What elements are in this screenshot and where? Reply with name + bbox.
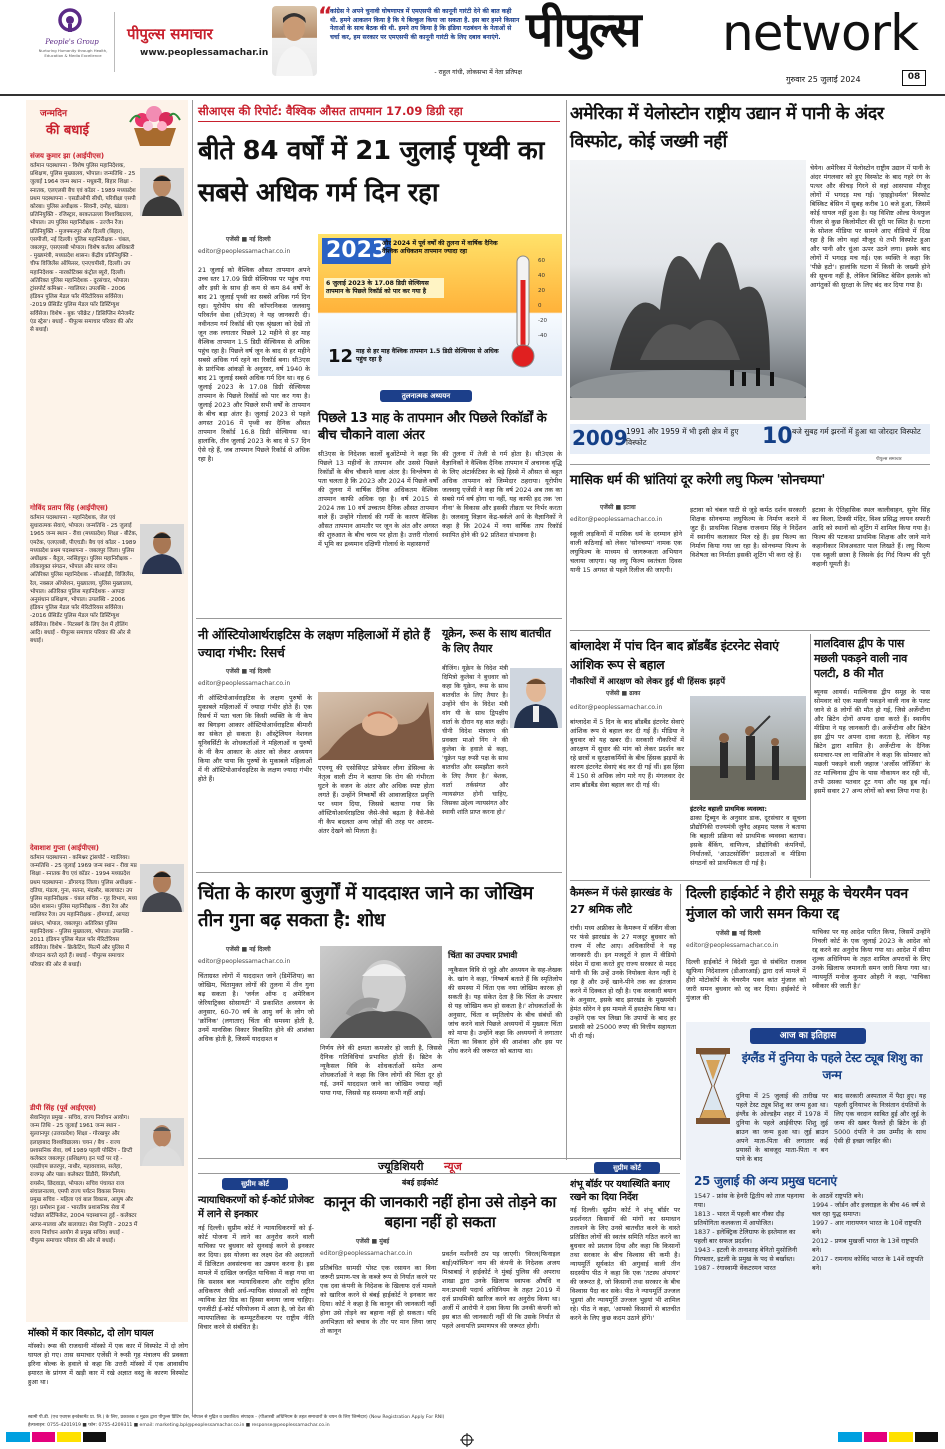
divider bbox=[570, 464, 930, 465]
section-tag: तुलनात्मक अध्ययन bbox=[380, 390, 472, 402]
elderly-body-col1: चिंताग्रस्त लोगों में याददाश्त जाने (डिमेंशिया) का जोखिम, चिंतामुक्त लोगों की तुलना में तीन गुना बढ़ सकता है। 'जर्नल ऑफ द अमेरिकन जेरियाट्रिक्स सोसायटी' में प्रकाशित अध्ययन के अनुसार, 60-70 वर्ष के आयु वर्ग के लोग जो 'क्रॉनिक' (लगातार) चिंता की समस्या होती है, उनमें मानसिक विकार विकसित होने की आशंका अधिक होती है, जिसमें याददाश्त व bbox=[198, 972, 314, 1043]
hourglass-icon bbox=[694, 1046, 732, 1126]
yellowstone-body: चेयेन। अमेरिका में येलोस्टोन राष्ट्रीय उद्यान में पानी के अंदर मंगलवार को हुए विस्फोट के बाद गहरे रंग के पत्थर और कीचड़ गिरने से वहां आसपास मौजूद लोगों में भगदड़ मच गई। 'हाइड्रोथर्मल' विस्फोट बिस्किट बेसिन में सुबह करीब 10 बजे हुआ, जिसमें कोई घायल नहीं हुआ है। यह विशिष्ट ओल्ड फेथफुल गीजर से कुछ किलोमीटर की दूरी पर स्थित है। घटना के सोशल मीडिया पर सामने आए वीडियो में दिख रहा है कि लोग वहां मौजूद थे तभी विस्फोट हुआ और पानी और धुंआ ऊपर उठने लगा। इसके बाद लोगों में भगदड़ मच गई। एक व्यक्ति ने कहा कि 'पीछे हटो'। हालांकि घटना में किसी के जख्मी होने की सूचना नहीं है, लेकिन बिस्किट बेसिन इलाके को आगंतुकों की सुरक्षा के लिए बंद कर दिया गया है। bbox=[810, 164, 930, 289]
fact-time-text: बजे सुबह गर्म झरनों में हुआ था जोरदार विस्फोट bbox=[792, 427, 921, 436]
moscow-headline: मॉस्को में कार विस्फोट, दो लोग घायल bbox=[28, 1328, 154, 1339]
heat-infographic bbox=[318, 234, 562, 376]
bangladesh-body-col1: बांग्लादेश में 5 दिन के बाद ब्रॉडबैंड इंटरनेट सेवाएं आंशिक रूप से बहाल कर दी गई हैं। मीडिया ने बुधवार को यह खबर दी। सरकारी नौकरियों में आरक्षण में सुधार की मांग को लेकर प्रदर्शन कर रहे छात्रों व सुरक्षाकर्मियों के बीच हिंसक झड़पों के कारण इंटरनेट सेवाएं बंद कर दी गई थीं। इस हिंसा में 150 से अधिक लोग मारे गए हैं। मंगलवार देर शाम ब्रॉडबैंड सेवा बहाल कर दी गई थी। bbox=[570, 718, 684, 789]
birthday-person-name: देवाशाश गुप्ता (आईपीएस) bbox=[30, 844, 99, 852]
info-month-count: 12 bbox=[328, 346, 354, 367]
yellowstone-headline: अमेरिका में येलोस्टोन राष्ट्रीय उद्यान में पानी के अंदर विस्फोट, कोई जख्मी नहीं bbox=[570, 104, 884, 152]
group-name: People's Group bbox=[45, 38, 99, 46]
compare-body-col2: की तुलना में तेजी से गर्म होता है। सी3एस के वैज्ञानिकों ने वैश्विक दैनिक तापमान में अचानक वृद्धि के लिए अंटार्कटिका के बड़े हिस्से में औसत से बहुत अधिक तापमान को जिम्मेदार ठहराया। यूरोपीय जलवायु एजेंसी ने कहा कि वर्ष 2024 अब तक का सबसे गर्म वर्ष होगा या नहीं, यह काफी हद तक 'ला नीना' के विकास और इसकी तीव्रता पर निर्भर करता है। जलवायु विज्ञान केंद्र-बर्कले अर्थ के वैज्ञानिकों ने कहा है कि 2024 में नया वार्षिक ताप रिकॉर्ड स्थापित होने की 92 प्रतिशत संभावना है। bbox=[442, 450, 562, 539]
divider bbox=[570, 630, 930, 631]
cmyk-swatch bbox=[83, 1432, 107, 1442]
birthday-person-details: वर्तमान पदस्थापना - विशेष पुलिस महानिदेशक, प्रशिक्षण, पुलिस मुख्यालय, भोपाल। जन्मतिथि - 25 जुलाई 1964 जन्म स्थान - मधुबनी, बिहार शिक्षा - स्नातक, एलएलबी बैच एवं कॉडर - 1989 मध्यप्रदेश प्रथम पदस्थापना - एसडीओपी सीधी, परिवीक्षा एसपी कोरबा। पुलिस अधीक्षक - सिवनी, दमोह, खंडवा। प्रतिनियुक्ति - रजिस्ट्रार, बरकतउल्ला विश्वविद्यालय, भोपाल। उप पुलिस महानिरीक्षक - उज्जैन रेंज। प्रतिनियुक्ति - मुजफ्फरपुर और दिल्ली (बिहार), एसपीजी, नई दिल्ली। पुलिस महानिरीक्षक - चंबल, जबलपुर, एसएसबी भोपाल। विशेष कर्तव्य अधिकारी - मुख्यमंत्री, मध्यप्रदेश शासन। केंद्रीय प्रतिनियुक्ति - चीफ विजिलेंस ऑफिसर, एनएचपीसी, दिल्ली। उप महानिदेशक - नारकोटिक्स कंट्रोल ब्यूरो, दिल्ली। अतिरिक्त पुलिस महानिदेशक - दूरसंचार, भोपाल। ट्रांसपोर्ट कमिश्नर - ग्वालियर। उपलब्धि - 2006 इंडियन पुलिस मेडल फॉर मेरिटोरियस सर्विसेज। -2019 प्रेसिडेंट पुलिस मेडल फॉर डिस्टिंग्युश सर्विसेज। विशेष - बुक 'सीक्रेट / डिसिप्लिन मेनेजमेंट एंड स्ट्रेस'। बधाई - पीपुल्स समाचार परिवार की ओर से बधाई। bbox=[30, 163, 136, 334]
bhc-body-col2: प्रवर्तन मशीनरी ठप पड़ जाएगी। 'विरल(फिनाइल बाई)फॉस्फिन' नाम की कंपनी के निदेशक अजय मिश्राबाई ने हाईकोर्ट ने मुंबई पुलिस की अपराध शाखा द्वारा उनके खिलाफ स्वापक औषधि व मन:प्रभावी पदार्थ अधिनियम के तहत 2019 में दर्ज प्राथमिकी खारिज करने का अनुरोध किया था। अर्जी में आरोपी ने दावा किया कि उनकी कंपनी को इस बात की जानकारी नहीं थी कि उसके निर्यात से पहले अनापत्ति प्रमाणपत्र की जरूरत होगी। bbox=[442, 1250, 560, 1330]
bangladesh-subhead: नौकरियों में आरक्षण को लेकर हुई थी हिंसक झड़पें bbox=[570, 677, 726, 687]
byline: एजेंसी ■ ढाका bbox=[606, 690, 641, 697]
thermometer-tick: 60 bbox=[538, 258, 545, 264]
compare-headline: पिछले 13 माह के तापमान और पिछले रिकॉर्डों के बीच चौकाने वाला अंतर bbox=[318, 411, 547, 443]
heat-kicker: सीआएस की रिपोर्ट: वैश्विक औसत तापमान 17.09 डिग्री रहा bbox=[198, 104, 560, 122]
network-logo-english: network bbox=[722, 4, 919, 62]
elderly-photo bbox=[320, 946, 442, 1038]
footer-contact: हेल्पलाइन: 0755-4201919 ■ फोन: 0755-4209311 ■ email: marketing.bpl@peoplessamachar.co.in ■ response@peoplessamachar.co.in bbox=[28, 1423, 330, 1428]
birthday-person-details: वर्तमान पदस्थापना - कमिश्नर ट्रांसपोर्ट - ग्वालियर। जन्मतिथि - 25 जुलाई 1969 जन्म स्थान - रीवा मप्र शिक्षा - स्नातक बैच एवं कॉडर - 1994 मध्यप्रदेश प्रथम पदस्थापना - डोंगरगढ़ जिला। पुलिस अधीक्षक - दतिया, मंडला, गुना, सतना, मंदसौर, बालाघाट। उप पुलिस महानिरीक्षक - चंबल सचिव - गृह विभाग, मध्य प्रदेश शासन। पुलिस महानिरीक्षक - रीवा रेंज और ग्वालियर रेंज। उप महानिरीक्षक - होमगार्ड, आपदा प्रबंधन, भोपाल, जबलपुर। अतिरिक्त पुलिस महानिदेशक - पुलिस मुख्यालय, भोपाल। उपलब्धि - 2011 इंडियन पुलिस मेडल फॉर मेरिटोरियस सर्विसेज। विशेष - क्रिकेटिंग, फिल्में और पुलिस में योगदान करते रहते हैं। बधाई - पीपुल्स समाचार परिवार की ओर से बधाई। bbox=[30, 855, 137, 968]
event-item: 1547 - फ्रांस के हेनरी द्वितीय को ताज पहनाया गया। bbox=[694, 1192, 805, 1209]
event-item: 2012 - प्रणब मुखर्जी भारत के 13वें राष्ट्रपति बने। bbox=[812, 1237, 919, 1254]
ukraine-body: बीजिंग। यूक्रेन के विदेश मंत्री दिमित्रो कुलेबा ने बुधवार को कहा कि यूक्रेन, रूस के साथ बातचीत के लिए तैयार है। उन्होंने चीन के विदेश मंत्री वांग यी के साथ द्विपक्षीय वार्ता के दौरान यह बात कही। चीनी विदेश मंत्रालय की प्रवक्ता माओ निंग ने की कुलेबा के हवाले से कहा, 'यूक्रेन पक्ष रूसी पक्ष के साथ बातचीत और समझौता करने के लिए तैयार है।' बेशक, वार्ता तर्कसंगत और न्यायसंगत होनी चाहिए, जिसका उद्देश्य न्यायसंगत और स्थायी शांति प्राप्त करना हो।' bbox=[442, 665, 508, 816]
osteo-headline: नी ऑस्टियोआर्थराइटिस के लक्षण महिलाओं में होते हैं ज्यादा गंभीर: रिसर्च bbox=[198, 627, 430, 660]
column-divider bbox=[192, 100, 193, 1415]
cmyk-swatch bbox=[915, 1432, 939, 1442]
birthday-title-small: जन्मदिन bbox=[40, 109, 68, 119]
thermometer-tick: 20 bbox=[538, 288, 545, 294]
column-divider bbox=[680, 884, 681, 1160]
byline-email: editor@peoplessamachar.co.in bbox=[320, 1250, 413, 1257]
photo-credit: पीपुल्स समाचार bbox=[876, 457, 902, 462]
maldives-headline: मालदिवास द्वीप के पास मछली पकड़ने वाली नाव पलटी, 8 की मौत bbox=[814, 637, 907, 680]
info-month-text: माह से हर माह वैश्विक तापमान 1.5 डिग्री सेल्सियस से अधिक पहुंच रहा है bbox=[356, 348, 499, 363]
byline: एजेंसी ■ नई दिल्ली bbox=[716, 930, 761, 937]
events-col2 bbox=[812, 1192, 926, 1318]
bangladesh-body-col2: ढाका ट्रिब्यून के अनुसार डाक, दूरसंचार व सूचना प्रौद्योगिकी राज्यमंत्री जुनैद अहमद पलक ने बताया कि बहाली प्रक्रिया को प्राथमिक व्यवस्था बताया। इसके बैंकिंग, वाणिज्य, प्रौद्योगिकी कंपनियों, निर्यातकों, 'आउटसोर्सिंग' प्रदाताओं व मीडिया संगठनों को प्राथमिकता दी गई है। bbox=[690, 814, 806, 867]
history-body-col1: दुनिया में 25 जुलाई की तारीख पर पहले टेस्ट ट्यूब शिशु का जन्म हुआ था। इंग्लैंड के ओल्डहैम शहर में 1978 में दुनिया के पहले आईवीएफ शिशु लुई ब्राउन का जन्म हुआ था। लुई ब्राउन अपने माता-पिता की लगातार कई प्रयासों के बावजूद माता-पिता न बन पाने के बाद bbox=[736, 1092, 828, 1163]
elderly-side-body: न्यूकैसल विवि से जुड़े और अध्ययन के सह-लेखक के. खांग ने कहा, 'निष्कर्ष बताते हैं कि स्मृतिलोप की समस्या में चिंता एक नया जोखिम कारक हो सकती है। यह संकेत देता है कि चिंता के उपचार से यह जोखिम कम हो सकता है।' शोधकर्ताओं के अनुसार, चिंता व स्मृतिलोप के बीच संबंधों की जांच करने वाले पिछले अध्ययनों में मुख्यतः चिंता को मापा है। उन्होंने कहा कि अध्ययनों ने लगातार चिंता का विकार होने की आशंका और इस पर शोध करने की जरूरत को बताया था। bbox=[448, 966, 562, 1055]
events-title: 25 जुलाई की अन्य प्रमुख घटनाएं bbox=[694, 1174, 837, 1188]
divider bbox=[196, 618, 562, 619]
column-divider bbox=[566, 100, 567, 1160]
network-logo-hindi: पीपुल्स bbox=[526, 2, 640, 58]
ukraine-headline: यूक्रेन, रूस के साथ बातचीत के लिए तैयार bbox=[442, 627, 551, 655]
paper-name: पीपुल्स समाचार bbox=[127, 25, 213, 43]
heat-headline: बीते 84 वर्षों में 21 जुलाई पृथ्वी का सबसे अधिक गर्म दिन रहा bbox=[198, 136, 545, 208]
sonchampa-body-col2: इटावा को चंबल घाटी से जुड़े कर्मठ दर्शन सरकारी शिक्षक सोनचम्पा लघुफिल्म के निर्माण कराने में जुट हैं। प्राथमिक शिक्षक राजनाम सिंह ने निर्देशन में स्थानीय कलाकार मिल रहे हैं। इस फिल्म का निर्माण किया गया जा रहा है। सोनचम्पा फिल्म के विशेषता का निर्माता इसकी शूटिंग भी करा रहे हैं। bbox=[690, 506, 806, 559]
fact-time: 10 bbox=[762, 424, 793, 449]
byline: एजेंसी ■ मुंबई bbox=[356, 1238, 390, 1245]
peoples-group-logo bbox=[58, 8, 82, 34]
history-body-col2: बाद सरकारी अस्पताल में पैदा हुए। यह पहली दुनियाभर के निःसंतान दंपतियों के लिए एक वरदान साबित हुई और लुई के जन्म की खबर फैलते ही ब्रिटेन के ही 5000 दंपति ने उस उम्मीद के साथ ऐसी ही इच्छा जाहिर की। bbox=[834, 1092, 926, 1145]
fact-year: 2009 bbox=[572, 426, 628, 450]
thermometer-icon bbox=[508, 252, 538, 370]
event-item: 1837 - इलेक्ट्रिक टेलिग्राफ के इस्तेमाल का पहली बार सफल प्रदर्शन। bbox=[694, 1228, 796, 1245]
cmyk-strip-right bbox=[838, 1432, 938, 1444]
footer-imprint: स्वामी पी.डी. (एच एचएस इनवेस्टमेंट प्रा. लि.) के लिए, प्रकाशक व मुद्रक द्वारा पीपुल्स प्रिंटिंग प्रेस, भोपाल से मुद्रित व प्रकाशित। संपादक - (पीआरबी अधिनियम के तहत समाचारों के चयन के लिए जिम्मेदार) (New Registration Apply For RNI) bbox=[28, 1415, 445, 1420]
divider bbox=[196, 872, 562, 873]
thermometer-tick: -40 bbox=[538, 333, 547, 339]
munjal-headline: दिल्ली हाईकोर्ट ने हीरो समूह के चेयरमैन पवन मुंजाल को जारी समन किया रद्द bbox=[686, 886, 908, 922]
bangladesh-col2-head: इंटरनेट बहाली प्राथमिक व्यवस्था: bbox=[690, 805, 767, 813]
bhc-tag: बंबई हाईकोर्ट bbox=[402, 1178, 438, 1187]
divider bbox=[114, 12, 115, 72]
sc2-headline: शंभू बॉर्डर पर यथास्थिति बनाए रखने का दिया निर्देश bbox=[570, 1179, 670, 1203]
group-tagline: Nurturing Humanity through Health, Education & Media Excellence bbox=[38, 48, 108, 58]
issue-date: गुरुवार 25 जुलाई 2024 bbox=[786, 75, 861, 84]
judiciary-banner-word1: ज्यूडिशियरी bbox=[378, 1160, 424, 1173]
birthday-person-details: वर्तमान पदस्थापना - महानिदेशक, जेल एवं सुधारात्मक सेवाएं, भोपाल। जन्मतिथि - 25 जुलाई 1965 जन्म स्थान - रीवा (मध्यप्रदेश) शिक्षा - बीटेक, एमटेक, एलएलबी, पीएचडी। बैच एवं कॉडर - 1989 मध्यप्रदेश प्रथम पदस्थापना - जबलपुर जिला। पुलिस अधीक्षक - बैतूल, नरसिंहपुर। पुलिस महानिरीक्षक - लोकायुक्त संगठन, भोपाल और सागर जोन। अतिरिक्त पुलिस महानिदेशक - सीआईडी, विजिलेंस, रेल, नक्सल ऑपरेशन, मुख्यालय, पुलिस मुख्यालय, भोपाल। अतिरिक्त पुलिस महानिदेशक - आपदा अनुसंधान प्रशिक्षण, भोपाल। उपलब्धि - 2006 इंडियन पुलिस मेडल फॉर मेरिटोरियस सर्विसेज। -2016 प्रेसिडेंट पुलिस मेडल फॉर डिस्टिंग्युश सर्विसेज। विशेष - पिटस्बर्ग के लिए देश में होलिंग आदि। बधाई - पीपुल्स समाचार परिवार की ओर से बधाई। bbox=[30, 515, 138, 645]
divider bbox=[570, 880, 930, 881]
elderly-body-col2: निर्णय लेने की क्षमता कमजोर हो जाती है, जिससे दैनिक गतिविधियां प्रभावित होती हैं। ब्रिटेन के न्यूकैसल विवि के शोधकर्ताओं समेत अन्य शोधकर्ताओं ने कहा कि जिन लोगों की चिंता दूर हो गई, उनमें याददाश्त जाने का जोखिम ज्यादा नहीं पाया गया, जिससे यह समस्या कभी नहीं आई। bbox=[320, 1044, 442, 1097]
cmyk-swatch bbox=[864, 1432, 888, 1442]
munjal-body-col1: दिल्ली हाईकोर्ट ने विदेशी मुद्रा से संबंधित राजस्व खुफिया निदेशालय (डीआरआई) द्वारा दर्ज मामले में हीरो मोटोकॉर्प के चेयरमैन पवन कांत मुंजाल को जारी समन बुधवार को रद्द कर दिया। हाईकोर्ट ने मुंजाल की bbox=[686, 958, 806, 1002]
events-col1 bbox=[694, 1192, 806, 1318]
history-headline: इंग्लैंड में दुनिया के पहले टेस्ट ट्यूब शिशु का जन्म bbox=[741, 1051, 923, 1082]
jharkhand-headline: कैमरून में फंसे झारखंड के 27 श्रमिक लौटे bbox=[570, 886, 672, 916]
section-tag: आज का इतिहास bbox=[750, 1028, 866, 1044]
byline: एजेंसी ■ इटावा bbox=[600, 504, 636, 511]
heat-body: 21 जुलाई को वैश्विक औसत तापमान अपने उच्च स्तर 17.09 डिग्री सेल्सियस पर पहुंच गया और इसी के साथ ही कम से कम 84 वर्षों के बाद 21 जुलाई पृथ्वी का सबसे अधिक गर्म दिन रहा। यूरोपीय संघ की कॉपरनिकस जलवायु परिवर्तन सेवा (सी3एस) ने यह जानकारी दी। नवीनतम गर्म रिकॉर्ड की एक श्रृंखला को देखें तो जून तक लगातार पिछले 12 महीने से हर माह वैश्विक तापमान 1.5 डिग्री सेल्सियस से अधिक पहुंच रहा है। पिछले वर्ष जून के बाद से हर महीने सबसे अधिक गर्म रहने का रिकॉर्ड बना। सी3एस के प्रारंभिक आंकड़ों के अनुसार, वर्ष 1940 के बाद 21 जुलाई सबसे अधिक गर्म दिन था। वह 6 जुलाई 2023 के 17.08 डिग्री सेल्सियस तापमान के पिछले रिकॉर्ड को पार कर गया है। जुलाई 2023 और पिछले सभी वर्षों के तापमान के बीच बड़ा अंतर है। जुलाई 2023 से पहले अगस्त 2016 में पृथ्वी का दैनिक औसत तापमान रिकॉर्ड 16.8 डिग्री सेल्सियस था। हालांकि, तीन जुलाई 2023 के बाद से 57 दिन ऐसे रहे हैं, जब तापमान पिछले रिकॉर्ड से अधिक रहा है। bbox=[198, 266, 310, 463]
knee-photo bbox=[318, 692, 434, 760]
birthday-portrait bbox=[140, 168, 184, 216]
event-item: 1813 - भारत में पहली बार नौका दौड़ प्रतियोगिता कलकत्ता में आयोजित। bbox=[694, 1210, 785, 1227]
maldives-body: ब्यूनस आयर्स। माल्विनास द्वीप समूह के पास सोमवार को एक मछली पकड़ने वाली नाव के पलट जाने से 8 लोगों की मौत हो गई, जिसे अर्जेन्टीना और ब्रिटेन दोनों अपना दावा करते हैं। स्थानीय मीडिया ने यह जानकारी दी। अर्जेन्टीना और ब्रिटेन इस द्वीप पर अपना दावा करता है, लेकिन यह ब्रिटेन द्वारा शासित है। अर्जेन्टीना के दैनिक समाचार-पत्र ला नासिओन ने कहा कि सोमवार को मछली पकड़ने वाली जहाज 'अर्जोस जॉर्जिया' के तट माल्विनास द्वीप के पास नौकायन कर रही थी, तभी उसका पतवार टूट गया और यह डूब गई। इसमें सवार 27 अन्य लोगों को बचा लिया गया है। bbox=[814, 688, 930, 795]
thermometer-scale bbox=[538, 254, 560, 344]
info-head: और 2024 में पूर्व वर्षों की तुलना में वार्षिक दैनिक वैश्विक अधिकतम तापमान ज्यादा रहा bbox=[382, 240, 498, 255]
birthday-person-name: गोविंद प्रताप सिंह (आईपीएस) bbox=[30, 504, 108, 512]
byline-email: editor@peoplessamachar.co.in bbox=[570, 704, 663, 711]
event-item: के आठवें राष्ट्रपति बने। bbox=[812, 1192, 864, 1200]
byline: एजेंसी ■ नई दिल्ली bbox=[226, 668, 271, 675]
cmyk-swatch bbox=[6, 1432, 30, 1442]
event-item: 1994 - जॉर्डन और इजराइल के बीच 46 वर्ष से चल रहा युद्ध समाप्त। bbox=[812, 1201, 925, 1218]
info-note: 6 जुलाई 2023 के 17.08 डिग्री सेल्सियस तापमान के पिछले रिकॉर्ड को पार कर गया है bbox=[324, 278, 444, 298]
event-item: 1987 - रंगास्वामी वेंकटरमन भारत bbox=[694, 1264, 776, 1272]
byline-email: editor@peoplessamachar.co.in bbox=[686, 942, 779, 949]
quote-text: कांग्रेस ने अपने चुनावी घोषणापत्र में एमएसपी की कानूनी गारंटी देने की बात कही थी. हमने आकलन किया है कि ये बिल्कुल किया जा सकता है. इस बार हमने किसान नेताओं के साथ बैठक की थी. हमने तय किया है कि इंडिया गठबंधन के नेताओं से चर्चा कर, हम सरकार पर एमएसपी की कानूनी गारंटी के लिए दबाव बनाएंगे. bbox=[330, 8, 520, 41]
birthday-person-name: संजय कुमार झा (आईपीएस) bbox=[30, 152, 105, 160]
birthday-portrait bbox=[140, 864, 184, 912]
site-url: www.peoplessamachar.in bbox=[140, 48, 269, 58]
column-divider bbox=[810, 634, 811, 878]
birthday-column bbox=[26, 100, 188, 1322]
geyser-explosion-photo bbox=[570, 160, 806, 420]
minister-photo bbox=[510, 668, 562, 728]
byline: एजेंसी ■ नई दिल्ली bbox=[226, 236, 271, 243]
birthday-portrait bbox=[140, 524, 184, 574]
registration-mark-icon bbox=[460, 1432, 474, 1446]
event-item: 1997 - आर नारायणन भारत के 10वें राष्ट्रपति बने। bbox=[812, 1219, 922, 1236]
birthday-person-details: सेवानिवृत्त प्रमुख - सचिव, राज्य निर्वाचन आयोग। जन्म तिथि - 25 जुलाई 1961 जन्म स्थान - सुल्तानपुर (उत्तरप्रदेश) शिक्षा - गोरखपुर और इलाहाबाद विश्वविद्यालय। चयन / बैच - राज्य प्रशासनिक सेवा, वर्ष 1989 पहली पोस्टिंग - डिप्टी कलेक्टर जबलपुर (प्रशिक्षण) इन पदों पर रहे - एसडीएम छतरपुर, नाथौर, महावरवास, सलेहा, राजगढ़ और पन्ना। कलेक्टर डिंडौरी, सिंगरौली, रायसेन, छिंदवाड़ा, भोपाल। सचिव पंचायत राज संचालनालय, एमपी राज्य पर्यटन विकास निगम। प्रमुख सचिव - महिला एवं बाल विकास, आयुष और गृह। प्रमोशन हुआ - भारतीय प्रशासनिक सेवा में पदोन्नत सर्टिफिकेट, 2004 पदस्थापना हुई - कलेक्टर आगर-मालवा और बालाघाट। सेवा निवृत्ति - 2023 में राज्य निर्वाचन आयोग से प्रमुख सचिव। बधाई - पीपुल्स समाचार परिवार की ओर से बधाई। bbox=[30, 1115, 138, 1245]
sc2-body: नई दिल्ली। सुप्रीम कोर्ट ने शंभू बॉर्डर पर प्रदर्शनरत किसानों की मांगों का समाधान तलाशने के लिए उनसे बातचीत करने के वास्ते प्रतिष्ठित लोगों की स्वतंत्र समिति गठित करने का बुधवार को प्रस्ताव दिया और कहा कि किसानों तथा सरकार के बीच विश्वास की कमी है। न्यायमूर्ति सूर्यकांत की अगुवाई वाली तीन सदस्यीय पीठ ने कहा कि एक 'तटस्थ अंपायर' की जरूरत है, जो किसानों तथा सरकार के बीच विश्वास पैदा कर सके। पीठ ने न्यायमूर्ति उज्जल भुइयां और न्यायमूर्ति उज्जल भुइयां भी शामिल रहे। पीठ ने कहा, 'आपको किसानों से बातचीत करने के लिए कुछ कदम उठाने होंगे।' bbox=[570, 1206, 680, 1322]
quote-mark: “ bbox=[318, 4, 333, 29]
elderly-side-headline: चिंता का उपचार प्रभावी bbox=[448, 951, 517, 961]
byline: एजेंसी ■ नई दिल्ली bbox=[226, 946, 271, 953]
jharkhand-body: रांची। मध्य अफ्रीका के कैमरून में वर्किंग वीजा पर फंसे झारखंड के 27 मजदूर बुधवार को राज्य में लौट आए। अधिकारियों ने यह जानकारी दी। इन मजदूरों ने हाल में वीडियो संदेश में दावा करते हुए राज्य सरकार से मदद मांगी थी कि उन्हें उनके नियोक्ता वेतन नहीं दे रहा है और उन्हें खाने-पीने तक का इंतजाम करने में दिक्कत हो रही है। एक सरकारी बयान के अनुसार, इसके बाद झारखंड के मुख्यमंत्री हेमंत सोरेन ने इस मामले में हस्तक्षेप किया था। उन्होंने एक पत्र लिखा कि उपायों के बाद हर प्रवासी को 25000 रुपए की वित्तीय सहायता भी दी गई। bbox=[570, 924, 676, 1040]
leader-photo bbox=[272, 6, 317, 76]
osteo-body-col2: एएनयू की एसोसिएट प्रोफेसर लीना डेसिल्वा के नेतृत्व वाली टीम ने बताया कि रोग की गंभीरता घुटने के वजन के अंतर और अधिक स्पष्ट होता लगते हैं। उन्होंने निष्कर्षों की आवाजाहिरत प्रवृत्ति पर ध्यान दिया, जिससे बताया गया कि ऑस्टियोआर्थराइटिस जैसे-जैसे बढ़ता है वैसे-वैसे नी कैप बदलता अन्य जोड़ों की तरह पर आराम-अंतर देखने को मिलता है। bbox=[318, 764, 434, 835]
event-item: 2017 - रामनाथ कोविंद भारत के 14वें राष्ट्रपति बने। bbox=[812, 1255, 924, 1272]
history-box bbox=[686, 1022, 930, 1320]
section-tag: सुप्रीम कोर्ट bbox=[594, 1162, 660, 1174]
protest-photo bbox=[690, 696, 806, 800]
sonchampa-body-col1: स्कूली लड़कियों में मासिक धर्म के दरम्यान होने वाली कठिनाई को लेकर 'सोनचम्पा' नामक एक लघुफिल्म के माध्यम से जागरूकता अभियान चलाया जाएगा। यह लघु फिल्म स्वतंत्रता दिवस यानी 15 अगस्त से पहले रिलीज की जाएगी। bbox=[570, 530, 682, 574]
byline-email: editor@peoplessamachar.co.in bbox=[570, 516, 663, 523]
flower-basket-icon bbox=[126, 102, 184, 148]
osteo-body-col1: नी ऑस्टियोआर्थराइटिस के लक्षण पुरुषों के मुकाबले महिलाओं में ज्यादा गंभीर होते हैं। एक रिसर्च में पता चला कि किसी व्यक्ति के नी केप का बिगड़ना आकार ऑस्टियोआर्थराइटिस बीमारी का संकेत हो सकता है। ऑस्ट्रेलियन नेशनल यूनिवर्सिटी के शोधकर्ताओं ने महिलाओं व पुरुषों के नी कैप आकार के अंतर को लेकर अध्ययन किया और पाया कि पुरुषों के मुकाबले महिलाओं में नी ऑस्टियोआर्थराइटिस के लक्षण ज्यादा गंभीर होते हैं। bbox=[198, 694, 312, 783]
fact-year-text: 1991 और 1959 में भी इसी क्षेत्र में हुए विस्फोट bbox=[626, 427, 739, 447]
compare-body-col1: सी3एस के निदेशक कार्लो बुओंटेम्पो ने कहा कि पिछले 13 महीनों के तापमान और उससे पिछले रिकॉर्डों के बीच चौकाने वाला अंतर है। विश्लेषण से पता चलता है कि 2023 और 2024 में पिछले वर्षों की तुलना में वार्षिक दैनिक अधिकतम वैश्विक तापमान काफी अधिक रहा है। वर्ष 2015 से 2024 तक 10 वर्ष उच्चतम दैनिक औसत तापमान वाले हैं। उन्होंने गोलार्ध की गर्मी के कारण वैश्विक औसत तापमान आमतौर पर जून के अंत और अगस्त की शुरुआत के बीच चरम पर होता है। उत्तरी गोलार्ध में भूमि का द्रव्यमान दक्षिणी गोलार्ध के महासागरों bbox=[318, 450, 438, 548]
thermometer-tick: 0 bbox=[538, 303, 542, 309]
sonchampa-headline: मासिक धर्म की भ्रांतियां दूर करेगी लघु फिल्म 'सोनचम्पा' bbox=[570, 473, 826, 488]
byline-email: editor@peoplessamachar.co.in bbox=[198, 680, 291, 687]
birthday-title-big: की बधाई bbox=[46, 123, 90, 138]
sc-headline: न्यायाधिकरणों को ई-कोर्ट प्रोजेक्ट में लाने से इनकार bbox=[198, 1195, 314, 1220]
event-item: 1943 - इटली के तानाशाह बेनितो मुसोलिनी गिरफ्तार, इटली के प्रमुख के पद से बर्खास्त। bbox=[694, 1246, 798, 1263]
cmyk-swatch bbox=[838, 1432, 862, 1442]
munjal-body-col2: याचिका पर यह आदेश पारित किया, जिसमें उन्होंने निचली कोर्ट के एक जुलाई 2023 के आदेश को रद्द करने का अनुरोध किया गया था। आदेश में सीमा शुल्क अधिनियम के तहत शामिल अपराधों के लिए उनके खिलाफ जमानती समन जारी किया गया था। न्यायमूर्ति मनोज कुमार ओहरी ने कहा, 'याचिका स्वीकार की जाती है।' bbox=[812, 928, 930, 990]
page-number: 08 bbox=[902, 70, 926, 86]
sonchampa-body-col3: इटावा के ऐतिहासिक स्थल कालीवाहन, सुमेर सिंह का किला, टिक्सी मंदिर, विश्व प्रसिद्ध लायन सफारी आदि को स्थानों को शूटिंग में शामिल किया गया है। फिल्म की पटकथा प्राथमिक शिक्षक और जाने माने कहानीकार शिवअवतार पाल लिखते हैं। लघु फिल्म एक स्कूली छात्रा है जिसके ईद गिर्द फिल्म की पूरी कहानी घूमती है। bbox=[812, 506, 930, 568]
judiciary-banner-word2: न्यूज bbox=[444, 1160, 462, 1173]
cmyk-swatch bbox=[32, 1432, 56, 1442]
sc-body: नई दिल्ली। सुप्रीम कोर्ट ने न्यायाधिकरणों को ई-कोर्ट योजना में लाने का अनुरोध करने वाली याचिका पर बुधवार को सुनवाई करने से इनकार कर दिया। इस योजना का लक्ष्य देश की अदालतों में डिजिटल अवसंरचना का उन्नयन करना है। इस मामले में दाखिल जनहित याचिका में कहा गया था कि सशस्त्र बल न्यायाधिकरण और राष्ट्रीय हरित अधिकरण जैसी अर्ध-न्यायिक संस्थाओं को राष्ट्रीय न्यायिक डेटा ग्रिड का हिस्सा बनाया जाना चाहिए। एनजीटी ई-कोर्ट परियोजना में आता है, जो देश की न्यायपालिका के कम्प्यूटरीकरण पर राष्ट्रीय नीति विचार करने से संबंधित है। bbox=[198, 1224, 314, 1331]
quote-author: - राहुल गांधी, लोकसभा में नेता प्रतिपक्ष bbox=[434, 69, 522, 76]
birthday-person-name: डीपी सिंह (पूर्व आईएएस) bbox=[30, 1104, 97, 1112]
masthead bbox=[0, 0, 945, 96]
info-year: 2023 bbox=[322, 238, 391, 264]
cmyk-strip-left bbox=[6, 1432, 106, 1444]
thermometer-tick: -20 bbox=[538, 318, 547, 324]
cmyk-swatch bbox=[889, 1432, 913, 1442]
byline-email: editor@peoplessamachar.co.in bbox=[198, 958, 291, 965]
elderly-headline: चिंता के कारण बुजुर्गों में याददाश्त जाने का जोखिम तीन गुना बढ़ सकता है: शोध bbox=[198, 883, 534, 931]
moscow-body: मॉस्को। रूस की राजधानी मॉस्को में एक कार में विस्फोट में दो लोग घायल हो गए। तास समाचार एजेंसी ने रूसी गृह मंत्रालय की प्रवक्ता इरिना वोल्क के हवाले से कहा कि उत्तरी मॉस्को में एक आवासीय इमारत के प्रांगण में खड़ी कार में रखे अज्ञात वस्तु के कारण विस्फोट हुआ था। bbox=[28, 1342, 188, 1386]
yellowstone-fact-bar bbox=[570, 424, 930, 454]
cmyk-swatch bbox=[57, 1432, 81, 1442]
thermometer-tick: 40 bbox=[538, 273, 545, 279]
birthday-portrait bbox=[140, 1118, 184, 1166]
bhc-body-col1: प्रतिबंधित सामग्री पोस्ट एक रसायन का विना जरूरी प्रमाण-पत्र के कब्जे रूप से निर्यात करने पर एक दवा कंपनी के निदेशक के खिलाफ दर्ज मामले को खारिज करने से बंबई हाईकोर्ट ने इनकार कर दिया। कोर्ट ने कहा है कि कानून की जानकारी नहीं होना उसे तोड़ने का बहाना नहीं हो सकता। यदि अनभिज्ञता को बचाव के तौर पर मान लिया जाए तो कानून bbox=[320, 1264, 436, 1335]
bhc-headline: कानून की जानकारी नहीं होना उसे तोड़ने का बहाना नहीं हो सकता bbox=[323, 1193, 557, 1231]
byline-email: editor@peoplessamachar.co.in bbox=[198, 248, 291, 255]
bangladesh-headline: बांग्लादेश में पांच दिन बाद ब्रॉडबैंड इंटरनेट सेवाएं आंशिक रूप से बहाल bbox=[570, 638, 779, 672]
section-tag: सुप्रीम कोर्ट bbox=[222, 1178, 288, 1190]
